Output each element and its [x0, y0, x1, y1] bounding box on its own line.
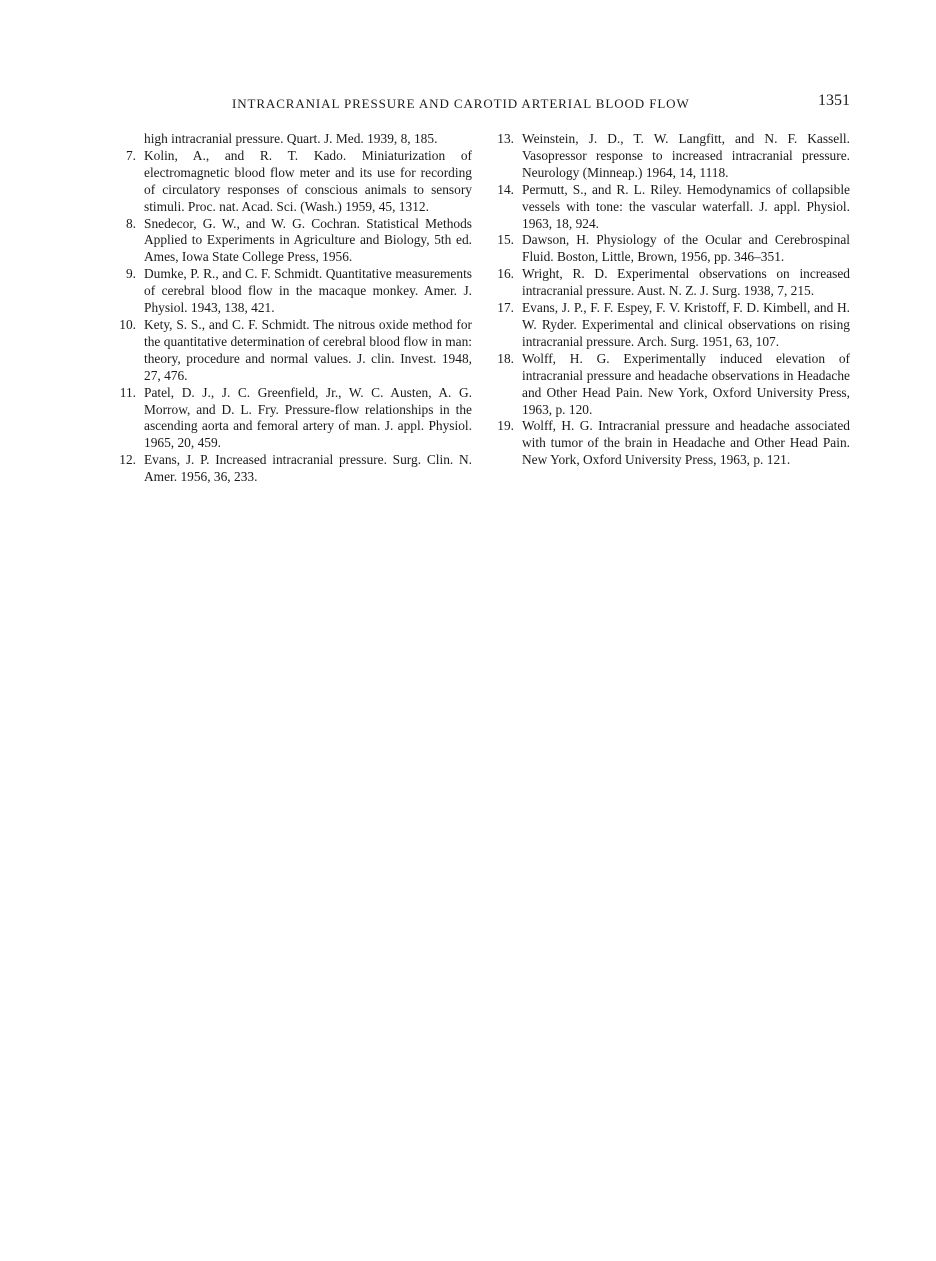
reference-number: 14. [497, 181, 514, 197]
reference-number: 17. [497, 300, 514, 316]
running-title: INTRACRANIAL PRESSURE AND CAROTID ARTERIAL BLOOD FLOW [232, 96, 690, 111]
reference-text: Dumke, P. R., and C. F. Schmidt. Quantitative measurements of cerebral blood flow in the macaque monkey. Amer. J. Physiol. 1943, 138, 421. [144, 266, 472, 316]
reference-number: 18. [497, 350, 514, 366]
left-column [108, 131, 472, 486]
right-column [486, 131, 850, 469]
reference-16 [486, 266, 850, 300]
reference-number: 8. [125, 215, 136, 231]
reference-text: Dawson, H. Physiology of the Ocular and Cerebrospinal Fluid. Boston, Little, Brown, 1956, pp. 346–351. [522, 232, 850, 265]
reference-number: 11. [119, 384, 136, 400]
reference-text: Evans, J. P. Increased intracranial pressure. Surg. Clin. N. Amer. 1956, 36, 233. [144, 452, 472, 485]
reference-14 [486, 182, 850, 233]
reference-18 [486, 351, 850, 419]
reference-19 [486, 418, 850, 469]
reference-8 [108, 216, 472, 267]
reference-9 [108, 266, 472, 317]
page-header [120, 94, 850, 114]
reference-continuation: high intracranial pressure. Quart. J. Med. 1939, 8, 185. [144, 131, 438, 146]
reference-11 [108, 385, 472, 453]
reference-15 [486, 232, 850, 266]
reference-12 [108, 452, 472, 486]
reference-number: 7. [125, 147, 136, 163]
reference-number: 15. [497, 232, 514, 248]
reference-text: Permutt, S., and R. L. Riley. Hemodynamics of collapsible vessels with tone: the vascular waterfall. J. appl. Physiol. 1963, 18, 924. [522, 181, 850, 231]
reference-number: 16. [497, 266, 514, 282]
reference-text: Kety, S. S., and C. F. Schmidt. The nitrous oxide method for the quantitative determination of cerebral blood flow in man: theory, procedure and normal values. J. clin. Invest. 1948, 27, 476. [144, 316, 472, 383]
reference-number: 12. [119, 452, 136, 468]
reference-text: Weinstein, J. D., T. W. Langfitt, and N. F. Kassell. Vasopressor response to increased intracranial pressure. Neurology (Minneap.) 1964, 14, 1118. [522, 131, 850, 180]
reference-text: Snedecor, G. W., and W. G. Cochran. Statistical Methods Applied to Experiments in Agriculture and Biology, 5th ed. Ames, Iowa State College Press, 1956. [144, 215, 472, 265]
reference-7 [108, 148, 472, 216]
reference-text: Evans, J. P., F. F. Espey, F. V. Kristoff, F. D. Kimbell, and H. W. Ryder. Experimental and clinical observations on rising intracranial pressure. Arch. Surg. 1951, 63, 107. [522, 300, 850, 349]
reference-text: Patel, D. J., J. C. Greenfield, Jr., W. C. Austen, A. G. Morrow, and D. L. Fry. Pressure-flow relationships in the ascending aorta and femoral artery of man. J. appl. Physiol. 1965, 20, 459. [144, 384, 472, 451]
reference-text: Kolin, A., and R. T. Kado. Miniaturization of electromagnetic blood flow meter and its use for recording of circulatory responses of conscious animals to sensory stimuli. Proc. nat. Acad. Sci. (Wash.) 1959, 45, 1312. [144, 147, 472, 214]
reference-text: Wright, R. D. Experimental observations on increased intracranial pressure. Aust. N. Z. J. Surg. 1938, 7, 215. [522, 266, 850, 299]
reference-number: 19. [497, 418, 514, 434]
reference-number: 10. [119, 316, 136, 332]
reference-text: Wolff, H. G. Intracranial pressure and headache associated with tumor of the brain in Headache and Other Head Pain. New York, Oxford University Press, 1963, p. 121. [522, 418, 850, 468]
reference-text: Wolff, H. G. Experimentally induced elevation of intracranial pressure and headache observations in Headache and Other Head Pain. New York, Oxford University Press, 1963, p. 120. [522, 350, 850, 417]
reference-17 [486, 300, 850, 351]
reference-13 [486, 131, 850, 182]
reference-10 [108, 317, 472, 385]
page-number: 1351 [818, 92, 850, 109]
reference-number: 9. [125, 266, 136, 282]
reference-number: 13. [497, 131, 514, 146]
